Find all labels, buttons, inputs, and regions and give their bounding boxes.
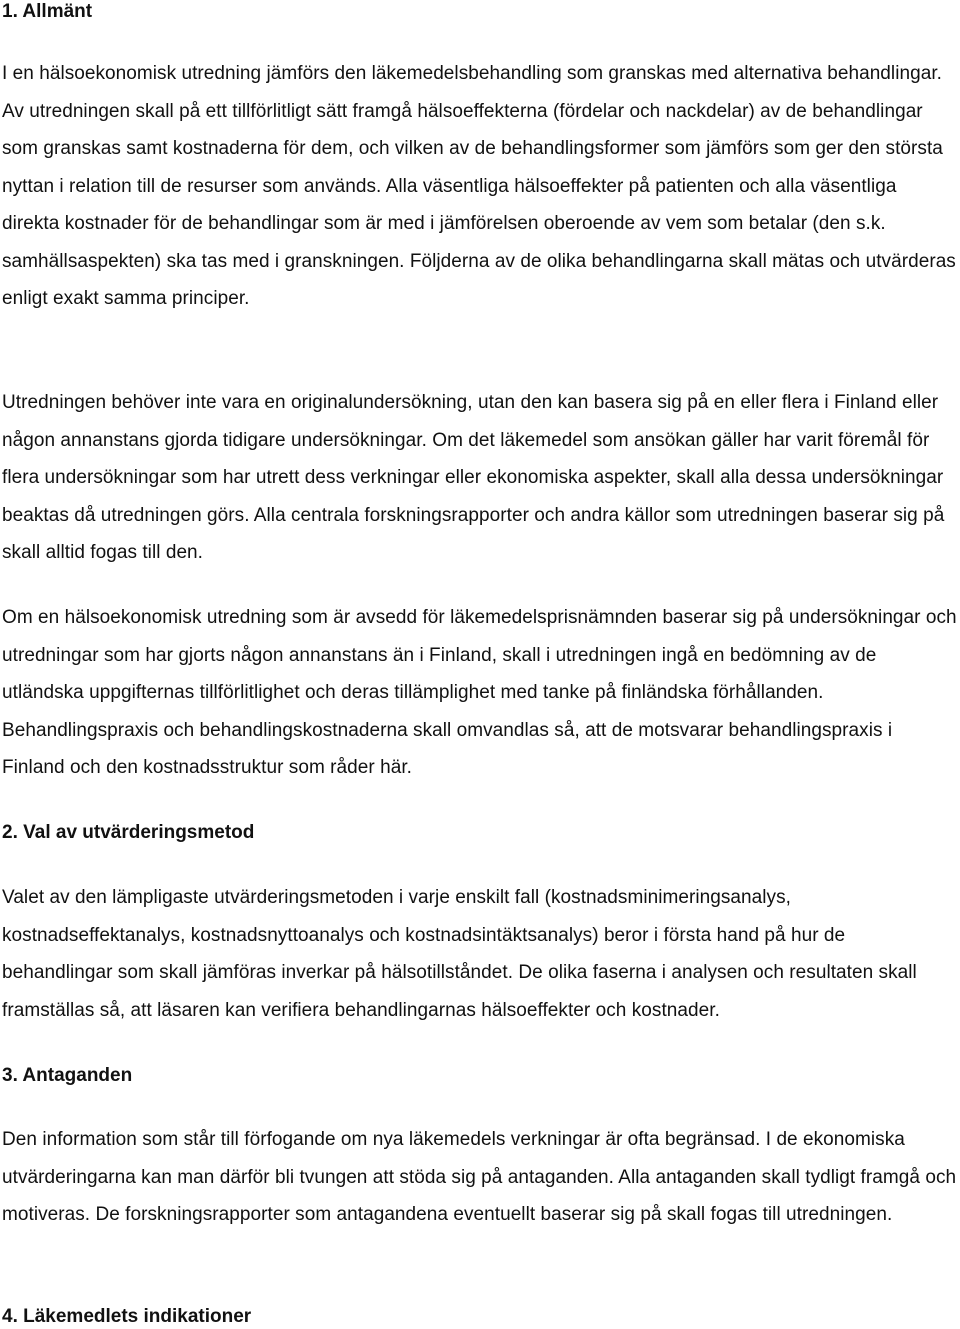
section-heading-val-av-utvarderingsmetod: 2. Val av utvärderingsmetod — [2, 822, 255, 843]
paragraph-3-1: Den information som står till förfogande om nya läkemedels verkningar är ofta begränsad. I de ekonomiska utvärderingarna kan man därför bli tvungen att stöda sig på antaganden. Alla antaganden skall tydligt framgå och motiveras. De forskningsrapporter som antagandena eventuellt baserar sig på skall fogas till utredningen. — [2, 1129, 957, 1225]
section-heading-antaganden: 3. Antaganden — [2, 1065, 133, 1086]
section-heading-allmant: 1. Allmänt — [2, 1, 93, 22]
section-heading-lakemedlets-indikationer: 4. Läkemedlets indikationer — [2, 1306, 252, 1327]
paragraph-1-2: Utredningen behöver inte vara en originalundersökning, utan den kan basera sig på en eller flera i Finland eller någon annanstans gjorda tidigare undersökningar. Om det läkemedel som ansökan gäller har varit föremål för flera undersökningar som har utrett dess verkningar eller ekonomiska aspekter, skall alla dessa undersökningar beaktas då utredningen görs. Alla centrala forskningsrapporter och andra källor som utredningen baserar sig på skall alltid fogas till den. — [2, 392, 945, 563]
paragraph-1-3: Om en hälsoekonomisk utredning som är avsedd för läkemedelsprisnämnden baserar sig på undersökningar och utredningar som har gjorts någon annanstans än i Finland, skall i utredningen ingå en bedömning av de utländska uppgifternas tillförlitlighet och deras tillämplighet med tanke på finländska förhållanden. Behandlingspraxis och behandlingskostnaderna skall omvandlas så, att de motsvarar behandlingspraxis i Finland och den kostnadsstruktur som råder här. — [2, 607, 957, 778]
paragraph-2-1: Valet av den lämpligaste utvärderingsmetoden i varje enskilt fall (kostnadsminimeringsanalys, kostnadseffektanalys, kostnadsnyttoanalys och kostnadsintäktsanalys) beror i första hand på hur de behandlingar som skall jämföras inverkar på hälsotillståndet. De olika faserna i analysen och resultaten skall framställas så, att läsaren kan verifiera behandlingarnas hälsoeffekter och kostnader. — [2, 887, 917, 1021]
paragraph-1-1: I en hälsoekonomisk utredning jämförs den läkemedelsbehandling som granskas med alternativa behandlingar. Av utredningen skall på ett tillförlitligt sätt framgå hälsoeffekterna (fördelar och nackdelar) av de behandlingar som granskas samt kostnaderna för dem, och vilken av de behandlingsformer som jämförs som ger den största nyttan i relation till de resurser som används. Alla väsentliga hälsoeffekter på patienten och alla väsentliga direkta kostnader för de behandlingar som är med i jämförelsen oberoende av vem som betalar (den s.k. samhällsaspekten) ska tas med i granskningen. Följderna av de olika behandlingarna skall mätas och utvärderas enligt exakt samma principer. — [2, 63, 956, 309]
